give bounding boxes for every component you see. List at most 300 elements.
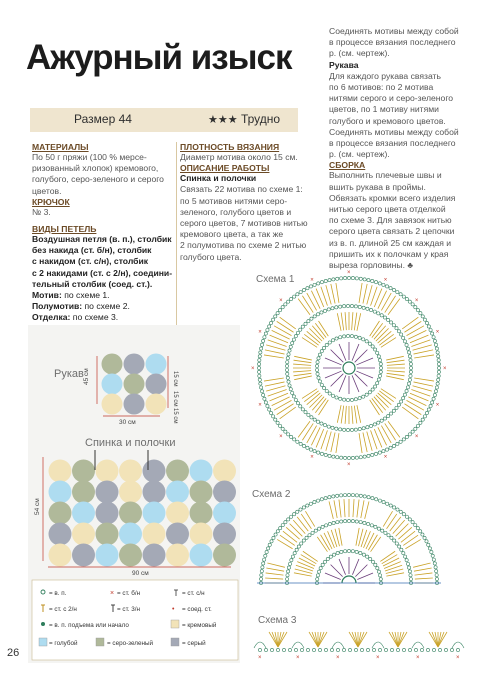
slip-stitch-icon: •	[172, 606, 175, 613]
chain-stitch	[336, 520, 339, 523]
chain-stitch	[288, 349, 291, 352]
chain-stitch	[316, 578, 319, 581]
chain-stitch	[264, 554, 267, 557]
chain-stitch	[316, 372, 319, 375]
legend-item-cream	[171, 620, 217, 629]
fan-stitch	[361, 500, 364, 518]
fan-stitch	[344, 499, 345, 517]
materials-line: По 50 г пряжи (100 % мерсе-	[32, 152, 147, 162]
chain-stitch	[258, 648, 261, 651]
chain-stitch	[407, 351, 410, 354]
fan-stitch	[280, 317, 296, 329]
chain-stitch	[262, 339, 265, 342]
sc-mark: ×	[296, 655, 300, 661]
body-motif	[96, 523, 119, 546]
chain-stitch	[336, 648, 339, 651]
chain-stitch	[263, 558, 266, 561]
half-motif-line	[32, 301, 174, 312]
chain-stitch	[433, 562, 436, 565]
chain-stitch	[432, 648, 435, 651]
chain-stitch	[392, 288, 395, 291]
chain-stitch	[332, 521, 335, 524]
inner-stitch	[352, 559, 359, 575]
right-line: Соединять мотивы между собой	[329, 126, 459, 137]
chain-stitch	[419, 421, 422, 424]
legend-label: = в. п. подъема или начало	[49, 622, 129, 629]
chain-stitch	[342, 398, 345, 401]
chain-stitch	[437, 378, 440, 381]
chain-stitch	[306, 648, 309, 651]
fan-stitch	[272, 330, 290, 339]
chain-stitch	[395, 327, 398, 330]
fan-stitch	[357, 500, 359, 518]
body-motif	[72, 502, 95, 525]
chain-stitch	[383, 316, 386, 319]
work-line: голубого цвета.	[180, 251, 242, 262]
fan-stitch	[363, 433, 367, 453]
chain-stitch	[286, 574, 289, 577]
chain-stitch	[342, 335, 345, 338]
scheme-1-motif	[251, 270, 447, 468]
chain-stitch	[299, 290, 302, 293]
body-motif	[166, 523, 189, 546]
legend-item-start	[41, 622, 129, 629]
fan-stitch	[307, 426, 317, 443]
chain-stitch	[378, 359, 381, 362]
work-line: кремового цвета, а так же	[180, 229, 284, 240]
chain-stitch	[332, 495, 335, 498]
chain-stitch	[429, 328, 432, 331]
chain-stitch	[397, 403, 400, 406]
chain-stitch	[302, 539, 305, 542]
hook-value: № 3.	[32, 206, 51, 217]
chain-stitch	[350, 304, 353, 307]
scheme-1-label: Схема 1	[256, 274, 295, 285]
body-motif	[166, 544, 189, 567]
chain-stitch	[400, 548, 403, 551]
chain-stitch	[405, 515, 408, 518]
chain-stitch	[331, 339, 334, 342]
chain-stitch	[335, 306, 338, 309]
chain-stitch	[340, 456, 343, 459]
chain-stitch	[265, 550, 268, 553]
chain-stitch	[392, 324, 395, 327]
chain-stitch	[266, 328, 269, 331]
size-label: Размер 44	[74, 112, 132, 126]
chain-stitch	[320, 281, 323, 284]
chain-stitch	[414, 524, 417, 527]
chain-stitch	[350, 428, 353, 431]
fan-stitch	[381, 426, 391, 443]
chain-stitch	[377, 527, 380, 530]
chain-stitch	[287, 566, 290, 569]
chain-stitch	[358, 336, 361, 339]
chain-stitch	[301, 408, 304, 411]
chain-stitch	[374, 281, 377, 284]
inner-stitch	[355, 565, 367, 577]
chain-stitch	[393, 539, 396, 542]
chain-stitch	[408, 570, 411, 573]
chain-stitch	[262, 393, 265, 396]
chain-stitch	[409, 366, 412, 369]
fan-stitch	[407, 400, 424, 410]
chain-stitch	[336, 551, 339, 554]
chain-stitch	[292, 395, 295, 398]
fan-stitch	[311, 427, 320, 445]
chain-stitch	[276, 648, 279, 651]
chain-stitch	[378, 374, 381, 377]
legend-label: = ст. с 2/н	[49, 606, 77, 613]
chain-stitch	[384, 531, 387, 534]
chain-stitch	[402, 397, 405, 400]
chain-stitch	[287, 380, 290, 383]
body-motif	[49, 544, 72, 567]
blue-swatch	[39, 638, 47, 646]
fan-stitch	[274, 326, 291, 336]
chain-stitch	[290, 297, 293, 300]
fan-stitch	[404, 321, 421, 332]
chain-stitch	[359, 456, 362, 459]
sleeve-motif	[124, 374, 145, 395]
chain-stitch	[294, 648, 297, 651]
chain-stitch	[324, 279, 327, 282]
chain-stitch	[427, 325, 430, 328]
fan-stitch	[339, 528, 342, 546]
chain-stitch	[289, 345, 292, 348]
work-line: по 5 мотивов нитями серо-	[180, 195, 288, 206]
picot	[292, 642, 304, 648]
sc-mark: ×	[414, 433, 419, 440]
chain-stitch	[409, 362, 412, 365]
sleeve-motif	[146, 354, 167, 375]
chain-stitch	[351, 520, 354, 523]
body-motif	[190, 544, 213, 567]
chain-stitch	[396, 648, 399, 651]
fan-stitch	[312, 632, 318, 647]
sc-mark: ×	[347, 462, 351, 468]
chain-stitch	[308, 534, 311, 537]
body-motif	[213, 502, 236, 525]
chain-stitch	[408, 378, 411, 381]
fan-stitch	[280, 535, 295, 545]
chain-stitch	[360, 648, 363, 651]
chain-stitch	[437, 366, 440, 369]
body-motif	[49, 523, 72, 546]
chain-stitch	[371, 560, 374, 563]
chain-stitch	[320, 452, 323, 455]
fan-stitch	[366, 533, 374, 549]
chain-stitch	[290, 515, 293, 518]
sc-mark: ×	[383, 277, 388, 284]
materials-heading: МАТЕРИАЛЫ	[32, 142, 89, 152]
fan-stitch	[404, 404, 421, 415]
chain-stitch	[289, 388, 292, 391]
chain-stitch	[392, 409, 395, 412]
fan-stitch	[265, 350, 285, 354]
fan-stitch	[414, 355, 434, 358]
fan-stitch	[386, 356, 404, 360]
chain-stitch	[437, 374, 440, 377]
chain-stitch	[316, 499, 319, 502]
chain-stitch	[438, 648, 441, 651]
chain-stitch	[316, 361, 319, 364]
chain-stitch	[284, 521, 287, 524]
half-motif-label: Полумотив:	[32, 301, 83, 312]
chain-stitch	[260, 347, 263, 350]
chain-stitch	[359, 277, 362, 280]
legend-label: = в. п.	[49, 590, 67, 597]
body-motif	[72, 481, 95, 504]
chain-stitch	[414, 648, 417, 651]
chain-stitch	[390, 536, 393, 539]
chain-stitch	[435, 570, 438, 573]
chain-stitch	[320, 498, 323, 501]
chain-stitch	[369, 557, 372, 560]
column-divider	[176, 142, 177, 327]
chain-stitch	[320, 422, 323, 425]
legend-label: = кремовый	[182, 622, 217, 629]
stitches-line: с 2 накидами (ст. с 2/н), соедини-	[32, 267, 173, 278]
chain-stitch	[293, 438, 296, 441]
chain-stitch	[271, 318, 274, 321]
fan-stitch	[331, 284, 335, 304]
chain-stitch	[363, 521, 366, 524]
chain-stitch	[362, 427, 365, 430]
chain-stitch	[435, 577, 438, 580]
fan-stitch	[359, 433, 362, 453]
picot	[412, 642, 424, 648]
chain-stitch	[366, 648, 369, 651]
chain-stitch	[344, 520, 347, 523]
chain-stitch	[286, 357, 289, 360]
chain-stitch	[419, 312, 422, 315]
chain-stitch	[318, 353, 321, 356]
fan-stitch	[294, 356, 312, 360]
right-line: Обвязать кромки всего изделия	[329, 192, 456, 203]
materials-line: ризованный хлопок) кремового,	[32, 163, 159, 174]
materials-line: цветов.	[32, 185, 62, 196]
chain-stitch	[313, 500, 316, 503]
chain-stitch	[287, 300, 290, 303]
body-motif	[143, 502, 166, 525]
sleeve-motif	[102, 354, 123, 375]
chain-stitch	[327, 308, 330, 311]
chain-stitch	[332, 455, 335, 458]
chain-stitch	[351, 550, 354, 553]
hook-heading: КРЮЧОК	[32, 196, 70, 207]
chain-stitch	[314, 529, 317, 532]
chain-stitch	[428, 547, 431, 550]
fan-stitch	[388, 299, 400, 315]
body-motif	[119, 502, 142, 525]
fan-stitch	[331, 433, 335, 453]
chain-stitch	[378, 499, 381, 502]
start-icon	[41, 622, 45, 626]
chain-stitch	[266, 547, 269, 550]
chain-stitch	[359, 551, 362, 554]
body-motif	[72, 523, 95, 546]
chain-stitch	[287, 433, 290, 436]
right-line: в процессе вязания последнего	[329, 37, 456, 48]
chain-stitch	[318, 527, 321, 530]
inner-stitch	[352, 344, 359, 361]
chain-stitch	[354, 648, 357, 651]
chain-stitch	[427, 543, 430, 546]
chain-stitch	[434, 566, 437, 569]
chain-stitch	[311, 531, 314, 534]
right-line: серого цвета связать 2 цепочки	[329, 226, 455, 237]
chain-stitch	[425, 540, 428, 543]
chain-stitch	[286, 372, 289, 375]
chain-stitch	[322, 386, 325, 389]
fan-stitch	[294, 373, 312, 376]
fan-stitch	[272, 632, 278, 647]
fan-stitch	[265, 578, 283, 579]
chain-stitch	[323, 424, 326, 427]
chain-stitch	[296, 293, 299, 296]
chain-stitch	[321, 525, 324, 528]
chain-stitch	[367, 454, 370, 457]
chain-stitch	[358, 397, 361, 400]
chain-stitch	[416, 309, 419, 312]
chain-stitch	[276, 530, 279, 533]
chain-stitch	[257, 362, 260, 365]
fan-stitch	[393, 520, 405, 533]
chain-stitch	[281, 306, 284, 309]
body-motif	[119, 460, 142, 483]
right-line: цветов, по 1 мотиву нитями	[329, 104, 439, 115]
chain-stitch	[302, 506, 305, 509]
fan-stitch	[413, 386, 432, 391]
body-motif	[190, 523, 213, 546]
fan-stitch	[408, 397, 426, 406]
chain-stitch	[373, 310, 376, 313]
right-column	[329, 26, 474, 271]
chain-stitch	[355, 494, 358, 497]
chain-stitch	[325, 389, 328, 392]
fan-stitch	[352, 632, 358, 647]
chain-stitch	[395, 542, 398, 545]
chain-stitch	[371, 453, 374, 456]
chain-stitch	[435, 347, 438, 350]
chain-stitch	[374, 452, 377, 455]
fan-stitch	[328, 531, 335, 548]
fan-stitch	[413, 345, 432, 350]
chain-stitch	[335, 427, 338, 430]
center-ring	[343, 362, 355, 374]
body-motif	[119, 523, 142, 546]
body-motif	[213, 481, 236, 504]
chain-stitch	[400, 333, 403, 336]
chain-stitch	[409, 370, 412, 373]
chain-stitch	[408, 433, 411, 436]
fan-stitch	[341, 313, 344, 331]
work-line: зеленого, голубого цветов и	[180, 206, 292, 217]
body-motif	[119, 481, 142, 504]
fan-stitch	[266, 386, 285, 391]
fan-stitch	[266, 573, 284, 575]
fan-stitch	[297, 562, 314, 569]
inner-stitch	[356, 358, 373, 365]
fan-stitch	[290, 524, 303, 537]
fan-stitch	[299, 558, 315, 566]
chain-stitch	[276, 312, 279, 315]
right-line: Выполнить плечевые швы и	[329, 170, 442, 181]
chain-stitch	[423, 318, 426, 321]
legend-item-blue	[39, 638, 78, 647]
trim-label: Отделка:	[32, 312, 71, 323]
chain-stitch	[285, 364, 288, 367]
chain-stitch	[302, 288, 305, 291]
chain-stitch	[271, 415, 274, 418]
chain-stitch	[363, 455, 366, 458]
sleeve-motif	[124, 354, 145, 375]
chain-stitch	[377, 570, 380, 573]
chain-stitch	[421, 315, 424, 318]
chain-stitch	[310, 317, 313, 320]
chain-stitch	[398, 545, 401, 548]
body-motif	[72, 544, 95, 567]
chain-stitch	[430, 550, 433, 553]
chain-stitch	[421, 533, 424, 536]
chain-stitch	[373, 423, 376, 426]
sc-mark: ×	[376, 655, 380, 661]
fan-stitch	[298, 299, 310, 315]
chain-stitch	[270, 648, 273, 651]
fan-stitch	[264, 378, 284, 381]
chain-stitch	[355, 277, 358, 280]
chain-stitch	[347, 549, 350, 552]
chain-stitch	[347, 519, 350, 522]
chain-stitch	[367, 279, 370, 282]
chain-stitch	[268, 543, 271, 546]
chain-stitch	[399, 510, 402, 513]
chain-stitch	[405, 297, 408, 300]
right-line: нитями серого и серо-зеленого	[329, 93, 454, 104]
body-motif	[96, 481, 119, 504]
chain-stitch	[340, 277, 343, 280]
chain-stitch	[343, 493, 346, 496]
scheme-3-label: Схема 3	[258, 615, 297, 626]
body-motif	[190, 460, 213, 483]
fan-stitch	[414, 350, 434, 354]
fan-stitch	[403, 535, 418, 545]
half-motif-value: по схеме 2.	[82, 301, 130, 312]
chain-stitch	[290, 435, 293, 438]
chain-stitch	[377, 421, 380, 424]
inner-stitch	[339, 375, 346, 392]
chain-stitch	[288, 562, 291, 565]
chain-stitch	[259, 351, 262, 354]
chain-stitch	[309, 448, 312, 451]
fan-stitch	[407, 326, 424, 336]
chain-stitch	[299, 405, 302, 408]
chain-stitch	[274, 533, 277, 536]
sc-mark: ×	[279, 298, 283, 305]
chain-stitch	[432, 397, 435, 400]
chain-stitch	[258, 378, 261, 381]
chain-stitch	[339, 336, 342, 339]
chain-stitch	[437, 362, 440, 365]
chain-stitch	[368, 342, 371, 345]
chain-stitch	[264, 332, 267, 335]
chain-stitch	[359, 520, 362, 523]
sc-mark: ×	[310, 454, 314, 461]
fan-stitch	[294, 376, 312, 380]
chain-stitch	[389, 287, 392, 290]
chain-stitch	[351, 456, 354, 459]
inner-stitch	[325, 371, 342, 378]
